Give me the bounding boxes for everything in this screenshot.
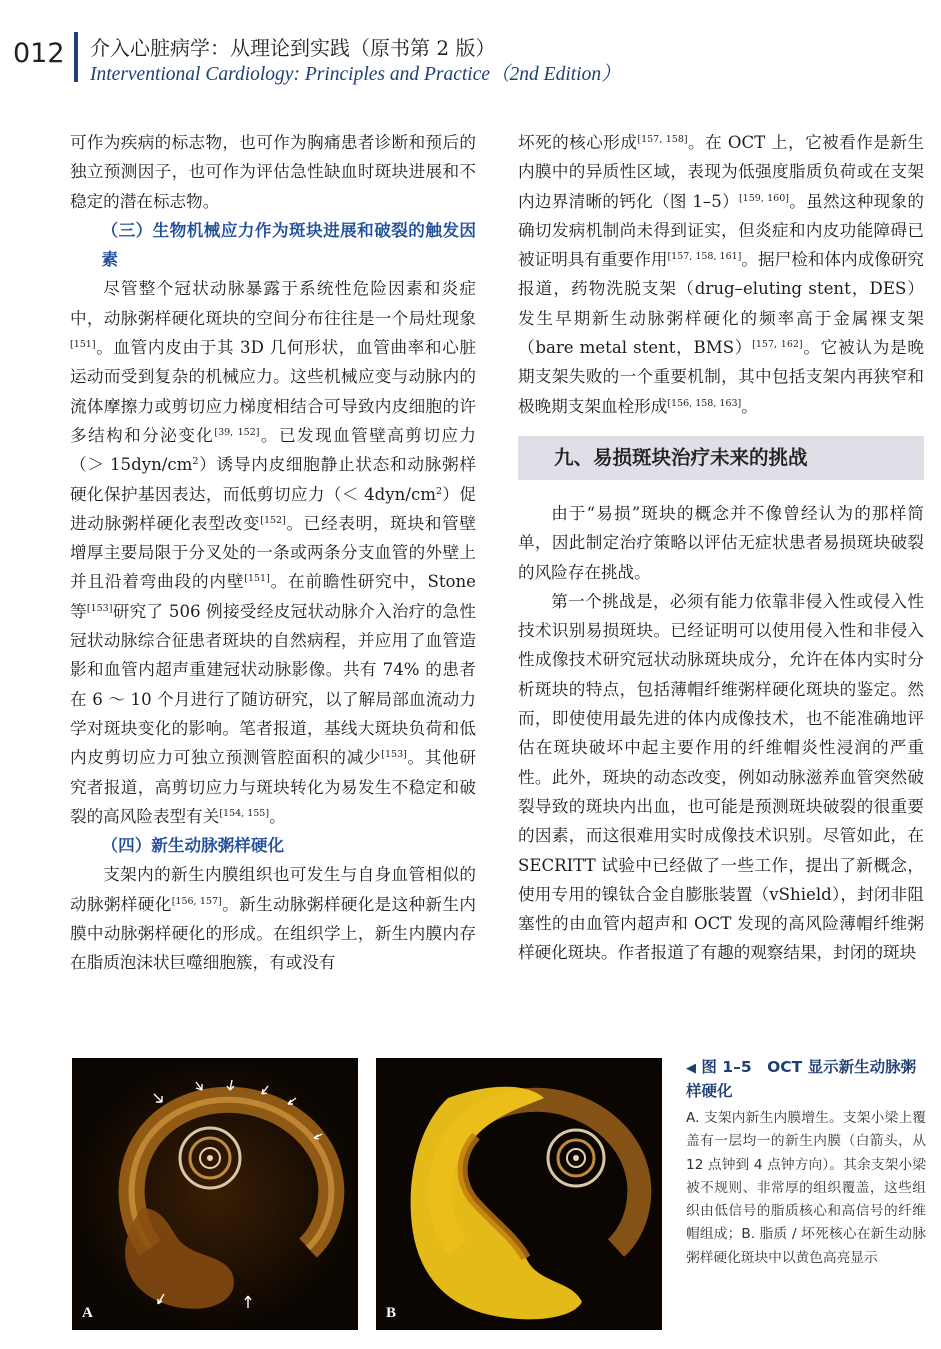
citation: [157, 162] <box>752 339 803 351</box>
paragraph: 尽管整个冠状动脉暴露于系统性危险因素和炎症中，动脉粥样硬化斑块的空间分布往往是一个局灶现象[151]。血管内皮由于其 3D 几何形状，血管曲率和心脏运动而受到复杂的机械应力。这些机械应变与动脉内的流体摩擦力或剪切应力梯度相结合可导致内皮细胞的许多结构和分泌变化[39, 152]。已发现血管壁高剪切应力（＞ $15dyn/cm^2$）诱导内皮细胞静止状态和动脉粥样硬化保护基因表达，而低剪切应力（＜ $4dyn/cm^2$）促进动脉粥样硬化表型改变[152]。已经表明，斑块和管壁增厚主要局限于分叉处的一条或两条分支血管的外壁上并且沿着弯曲段的内壁[151]。在前瞻性研究中，Stone 等[153]研究了 506 例接受经皮冠状动脉介入治疗的急性冠状动脉综合征患者斑块的自然病程，并应用了血管造影和血管内超声重建冠状动脉影像。共有 74% 的患者在 6 ～ 10 个月进行了随访研究，以了解局部血流动力学对斑块变化的影响。笔者报道，基线大斑块负荷和低内皮剪切应力可独立预测管腔面积的减少[153]。其他研究者报道，高剪切应力与斑块转化为易发生不稳定和破裂的高风险表型有关[154, 155]。 <box>70 279 477 826</box>
panel-label-a: A <box>82 1305 93 1321</box>
book-title-zh: 介入心脏病学：从理论到实践（原书第 2 版） <box>90 36 496 60</box>
paragraph: 第一个挑战是，必须有能力依靠非侵入性或侵入性技术识别易损斑块。已经证明可以使用侵入性和非侵入性成像技术研究冠状动脉斑块成分，允许在体内实时分析斑块的特点，包括薄帽纤维粥样硬化斑块的鉴定。然而，即使使用最先进的体内成像技术，也不能准确地评估在斑块破坏中起主要作用的纤维帽炎性浸润的严重性。此外，斑块的动态改变，例如动脉滋养血管突然破裂导致的斑块内出血，也可能是预测斑块破裂的很重要的因素，而这很难用实时成像技术识别。尽管如此，在 SECRITT 试验中已经做了一些工作，提出了新概念，使用专用的镍钛合金自膨胀装置（vShield），封闭非阻塞性的由血管内超声和 OCT 发现的高风险薄帽纤维粥样硬化斑块。作者报道了有趣的观察结果，封闭的斑块 <box>518 591 924 963</box>
citation: [156, 158, 163] <box>667 397 742 409</box>
citation: [157, 158, 161] <box>667 251 742 263</box>
citation: [153] <box>86 602 113 614</box>
oct-image-b <box>376 1058 662 1330</box>
page-number: 012 <box>13 38 65 69</box>
book-title-en: Interventional Cardiology: Principles and Practice（2nd Edition） <box>90 64 621 85</box>
paragraph: 可作为疾病的标志物，也可作为胸痛患者诊断和预后的独立预测因子，也可作为评估急性缺血时斑块进展和不稳定的潜在标志物。 <box>70 133 476 211</box>
citation: [159, 160] <box>738 192 789 204</box>
citation: [152] <box>260 514 286 526</box>
paragraph: 由于“易损”斑块的概念并不像曾经认为的那样简单，因此制定治疗策略以评估无症状患者易损斑块破裂的风险存在挑战。 <box>518 503 924 582</box>
figure-caption <box>686 1056 926 1270</box>
caption-title: ◀ 图 1–5 OCT 显示新生动脉粥样硬化 <box>686 1058 917 1100</box>
paragraph: 支架内的新生内膜组织也可发生与自身血管相似的动脉粥样硬化[156, 157]。新生动脉粥样硬化是这种新生内膜中动脉粥样硬化的形成。在组织学上，新生内膜内存在脂质泡沫状巨噬细胞簇，有或没有 <box>70 865 477 973</box>
header-divider <box>74 32 78 82</box>
paragraph: 坏死的核心形成[157, 158]。在 OCT 上，它被看作是新生内膜中的异质性区域，表现为低强度脂质负荷或在支架内边界清晰的钙化（图 1–5）[159, 160]。虽然这种现象的确切发病机制尚未得到证实，但炎症和内皮功能障碍已被证明具有重要作用[157, 158, 161]。据尸检和体内成像研究报道，药物洗脱支架（drug–eluting stent，DES）发生早期新生动脉粥样硬化的频率高于金属裸支架（bare metal stent，BMS）[157, 162]。它被认为是晚期支架失败的一个重要机制，其中包括支架内再狭窄和极晚期支架血栓形成[156, 158, 163]。 <box>518 133 925 416</box>
panel-label-b: B <box>386 1305 397 1321</box>
subheading-biomechanical-stress: （三）生物机械应力作为斑块进展和破裂的触发因素 <box>101 220 476 270</box>
oct-image-panel-a <box>72 1058 358 1330</box>
caption-body: A. 支架内新生内膜增生。支架小梁上覆盖有一层均一的新生内膜（白箭头，从 12 点钟到 4 点钟方向）。其余支架小梁被不规则、非常厚的组织覆盖，这些组织由低信号的脂质核心和高信号的纤维帽组成；B. 脂质 / 坏死核心在新生动脉粥样硬化斑块中以黄色高亮显示 <box>686 1110 926 1266</box>
citation: [154, 155] <box>219 807 270 819</box>
oct-image-panel-b <box>376 1058 662 1330</box>
right-column <box>518 128 924 968</box>
left-triangle-icon: ◀ <box>686 1061 696 1076</box>
citation: [39, 152] <box>214 426 260 438</box>
citation: [151] <box>70 339 96 351</box>
oct-image-a <box>72 1058 358 1330</box>
citation: [156, 157] <box>171 895 222 907</box>
subheading-neoatherosclerosis: （四）新生动脉粥样硬化 <box>101 836 285 856</box>
running-header <box>0 0 941 110</box>
section-heading: 九、易损斑块治疗未来的挑战 <box>518 436 924 480</box>
citation: [153] <box>381 749 407 761</box>
left-column <box>70 128 476 978</box>
citation: [151] <box>244 573 270 585</box>
citation: [157, 158] <box>637 134 688 145</box>
